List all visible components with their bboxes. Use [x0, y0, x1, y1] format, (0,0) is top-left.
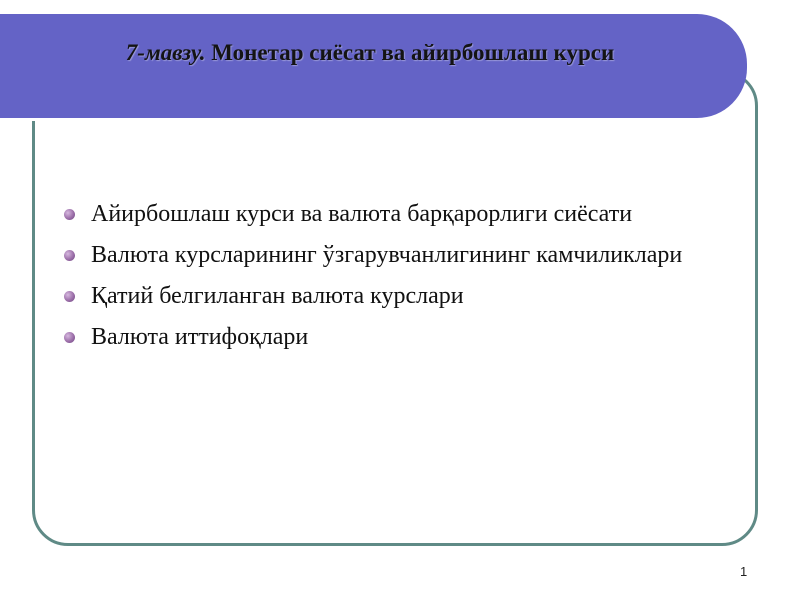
slide-title: [0, 40, 740, 66]
bullet-item: [64, 241, 740, 270]
bullet-text: Айирбошлаш курси ва валюта барқарорлиги сиёсати: [91, 201, 633, 227]
bullet-icon: [64, 250, 75, 261]
title-band: [0, 14, 747, 118]
bullet-text: Қатий белгиланган валюта курслари: [91, 283, 464, 310]
bullet-item: [64, 200, 740, 229]
bullet-icon: [64, 332, 75, 343]
bullet-text: Валюта иттифоқлари: [91, 324, 309, 351]
bullet-list: [64, 200, 740, 364]
bullet-icon: [64, 291, 75, 302]
bullet-icon: [64, 209, 75, 220]
bullet-item: [64, 323, 740, 352]
bullet-item: [64, 282, 740, 311]
title-text: Монетар сиёсат ва айирбошлаш курси: [211, 40, 615, 65]
title-topic-number: 7-мавзу.: [125, 40, 206, 65]
title-underline: [0, 118, 708, 121]
page-number: 1: [740, 564, 748, 579]
bullet-text: Валюта курсларининг ўзгарувчанлигининг камчиликлари: [91, 242, 683, 269]
